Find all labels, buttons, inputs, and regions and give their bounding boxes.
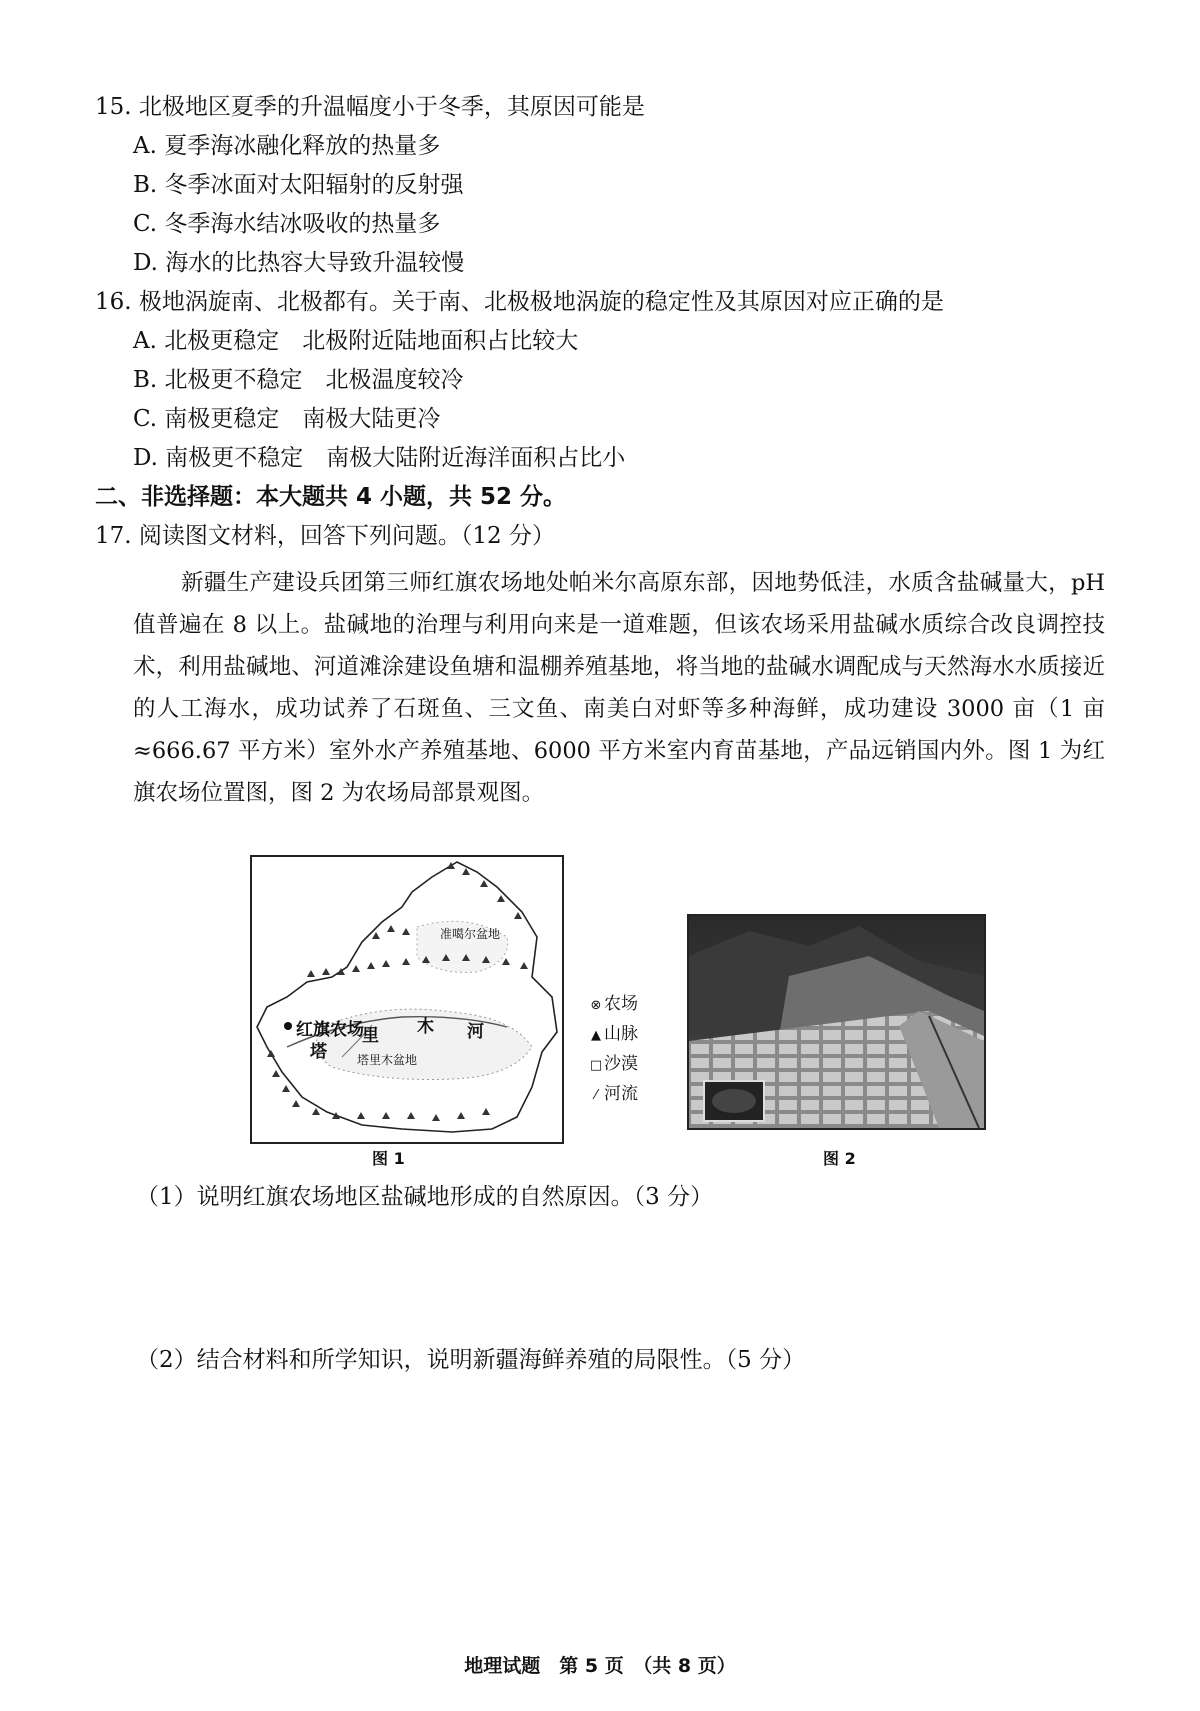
map-label-he: 河 — [467, 1022, 484, 1042]
farm-location-dot — [284, 1022, 292, 1030]
map-label-farm: 红旗农场 — [296, 1020, 364, 1040]
q17-subquestion-1: （1）说明红旗农场地区盐碱地形成的自然原因。（3 分） — [136, 1184, 714, 1210]
figure-2-photo — [687, 914, 986, 1130]
legend-label-desert: 沙漠 — [604, 1054, 638, 1074]
q16-stem: 16. 极地涡旋南、北极都有。关于南、北极极地涡旋的稳定性及其原因对应正确的是 — [95, 289, 944, 315]
mountain-icon: ▲ — [591, 1028, 601, 1043]
figure-1-map — [250, 855, 564, 1144]
map-label-junggar: 准噶尔盆地 — [440, 927, 501, 941]
map-drawing — [252, 857, 562, 1142]
map-label-mu: 木 — [417, 1017, 434, 1037]
q16-option-a: A. 北极更稳定 北极附近陆地面积占比较大 — [133, 328, 579, 354]
map-label-li: 里 — [362, 1026, 379, 1046]
page-footer: 地理试题 第 5 页 （共 8 页） — [464, 1655, 736, 1677]
q15-option-a: A. 夏季海冰融化释放的热量多 — [133, 133, 441, 159]
legend-label-river: 河流 — [604, 1084, 638, 1104]
figure-1-caption: 图 1 — [372, 1149, 405, 1168]
legend-item-mountain — [588, 1020, 638, 1050]
q16-option-d: D. 南极更不稳定 南极大陆附近海洋面积占比小 — [133, 445, 626, 471]
farm-dot-icon: ⊗ — [590, 998, 602, 1013]
legend-label-mountain: 山脉 — [604, 1024, 638, 1044]
q17-stem: 17. 阅读图文材料，回答下列问题。（12 分） — [95, 523, 555, 549]
map-label-ta: 塔 — [310, 1042, 327, 1062]
farm-landscape-photo — [689, 916, 984, 1128]
q15-option-d: D. 海水的比热容大导致升温较慢 — [133, 250, 465, 276]
legend-label-farm: 农场 — [604, 994, 638, 1014]
legend-item-desert — [588, 1050, 638, 1080]
figure-2-caption: 图 2 — [823, 1149, 856, 1168]
legend-item-river — [588, 1080, 638, 1110]
q17-subquestion-2: （2）结合材料和所学知识，说明新疆海鲜养殖的局限性。（5 分） — [136, 1347, 806, 1373]
map-label-tarim: 塔里木盆地 — [357, 1053, 418, 1067]
q15-stem: 15. 北极地区夏季的升温幅度小于冬季，其原因可能是 — [95, 94, 645, 120]
q15-option-b: B. 冬季冰面对太阳辐射的反射强 — [133, 172, 464, 198]
q16-option-b: B. 北极更不稳定 北极温度较冷 — [133, 367, 464, 393]
map-legend — [588, 990, 638, 1110]
legend-item-farm — [588, 990, 638, 1020]
river-icon: ⁄ — [594, 1088, 598, 1103]
q17-material: 新疆生产建设兵团第三师红旗农场地处帕米尔高原东部，因地势低洼，水质含盐碱量大，pH 值普遍在 8 以上。盐碱地的治理与利用向来是一道难题，但该农场采用盐碱水质综合改良调控技术，利用盐碱地、河道滩涂建设鱼塘和温棚养殖基地，将当地的盐碱水调配成与天然海水水质接近的人工海水，成功试养了石斑鱼、三文鱼、南美白对虾等多种海鲜，成功建设 3000 亩（1 亩≈666.67 平方米）室外水产养殖基地、6000 平方米室内育苗基地，产品远销国内外。图 1 为红旗农场位置图，图 2 为农场局部景观图。 — [133, 570, 1105, 806]
q16-option-c: C. 南极更稳定 南极大陆更冷 — [133, 406, 441, 432]
section-heading: 二、非选择题：本大题共 4 小题，共 52 分。 — [95, 484, 567, 510]
desert-box-icon: □ — [589, 1058, 603, 1073]
q15-option-c: C. 冬季海水结冰吸收的热量多 — [133, 211, 441, 237]
